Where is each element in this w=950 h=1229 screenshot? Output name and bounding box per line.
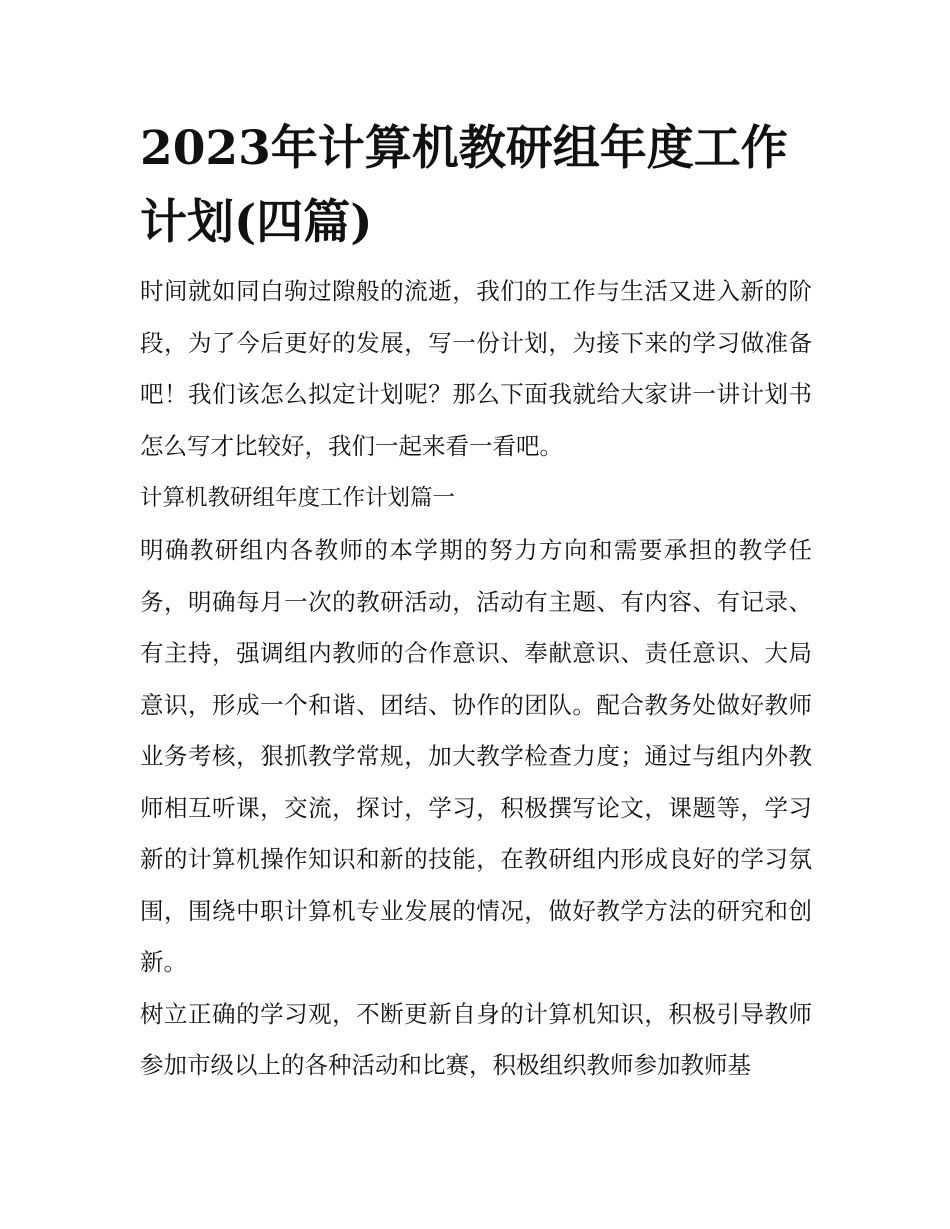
document-title: 2023年计算机教研组年度工作计划(四篇) [140, 121, 788, 250]
body-paragraph: 树立正确的学习观，不断更新自身的计算机知识，积极引导教师参加市级以上的各种活动和比赛，积极组织教师参加教师基 [140, 999, 812, 1079]
section-heading: 计算机教研组年度工作计划篇一 [140, 485, 456, 511]
document-body [140, 112, 812, 1092]
intro-paragraph: 时间就如同白驹过隙般的流逝，我们的工作与生活又进入新的阶段，为了今后更好的发展，写一份计划，为接下来的学习做准备吧！我们该怎么拟定计划呢？那么下面我就给大家讲一讲计划书怎么写才比较好，我们一起来看一看吧。 [140, 277, 812, 460]
body-paragraph: 明确教研组内各教师的本学期的努力方向和需要承担的教学任务，明确每月一次的教研活动，活动有主题、有内容、有记录、有主持，强调组内教师的合作意识、奉献意识、责任意识、大局意识，形成一个和谐、团结、协作的团队。配合教务处做好教师业务考核，狠抓教学常规，加大教学检查力度；通过与组内外教师相互听课，交流，探讨，学习，积极撰写论文，课题等，学习新的计算机操作知识和新的技能，在教研组内形成良好的学习氛围，围绕中职计算机专业发展的情况，做好教学方法的研究和创新。 [140, 536, 812, 976]
